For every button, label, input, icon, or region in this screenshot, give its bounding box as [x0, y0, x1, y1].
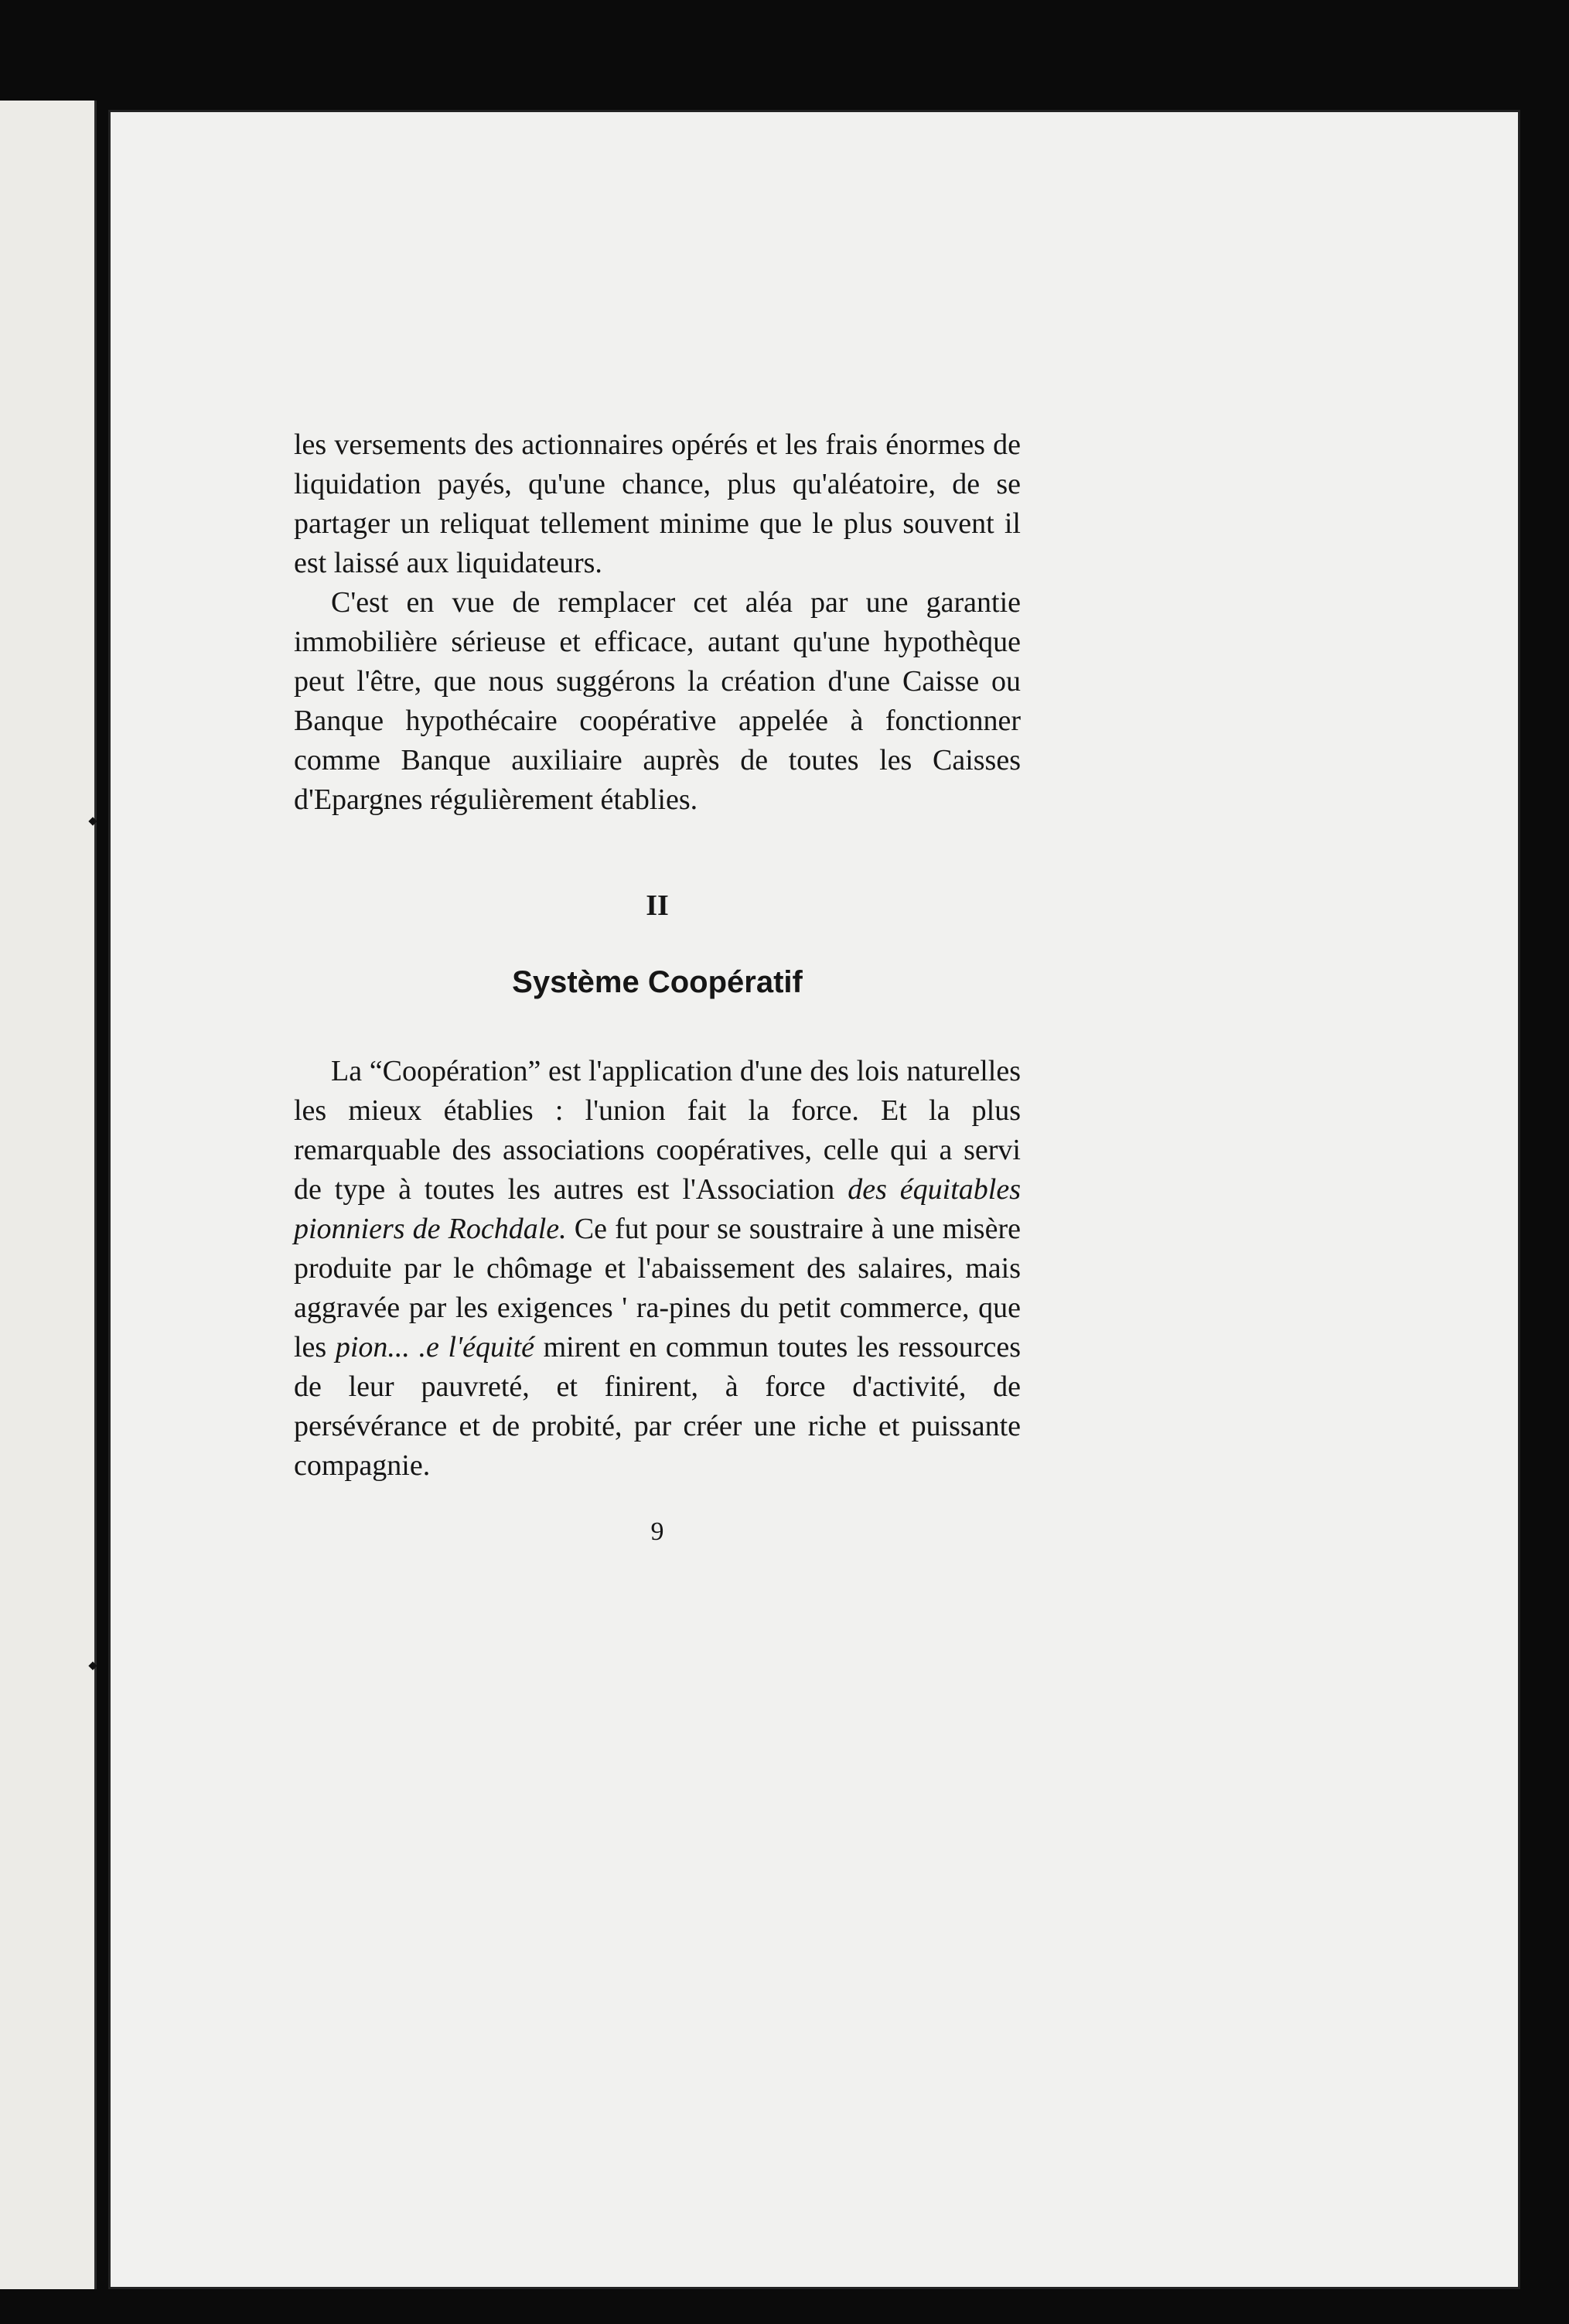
paragraph-caisse-hypothecaire: C'est en vue de remplacer cet aléa par une garantie immobilière sérieuse et efficace, autant qu'une hypothèque peut l'être, que nous suggérons la création d'une Caisse ou Banque hypothécaire coopérative appelée à fonctionner comme Banque auxiliaire auprès de toutes les Caisses d'Epargnes régulièrement établies. — [294, 586, 1021, 816]
paragraph-text: La “Coopération” est l'application d'une des lois naturelles les mieux établies : l'union fait la force. Et la plus remarquable des associations coopératives, celle qui a servi de type à toutes les autres est l'Association — [294, 1055, 1021, 1206]
margin-mark — [88, 1661, 97, 1670]
page-text — [294, 425, 1021, 1551]
section-title: Système Coopératif — [512, 965, 803, 999]
paragraph-continuation: les versements des actionnaires opérés et les frais énormes de liquidation payés, qu'une chance, plus qu'aléatoire, de se partager un reliquat tellement minime que le plus souvent il est laissé aux liquidateurs. — [294, 428, 1021, 579]
italic-text: des équitables pionniers de Rochdale. — [294, 1173, 1021, 1245]
paragraph-text: mirent en commun toutes les ressources de leur pauvreté, et finirent, à force d'activité, de persévérance et de probité, par créer une riche et puissante compagnie. — [294, 1331, 1021, 1482]
previous-page-edge — [0, 101, 97, 2289]
paragraph-text: Ce fut pour se soustraire à une misère produite par le chômage et l'abaissement des salaires, mais aggravée par les exigences ' ra-pines du petit commerce, que les — [294, 1213, 1021, 1363]
paragraph-cooperation — [294, 1052, 1021, 1486]
italic-text: pion... .e l'équité — [335, 1331, 535, 1363]
page-number: 9 — [650, 1517, 664, 1546]
section-number: II — [646, 889, 669, 922]
margin-mark — [88, 817, 97, 825]
